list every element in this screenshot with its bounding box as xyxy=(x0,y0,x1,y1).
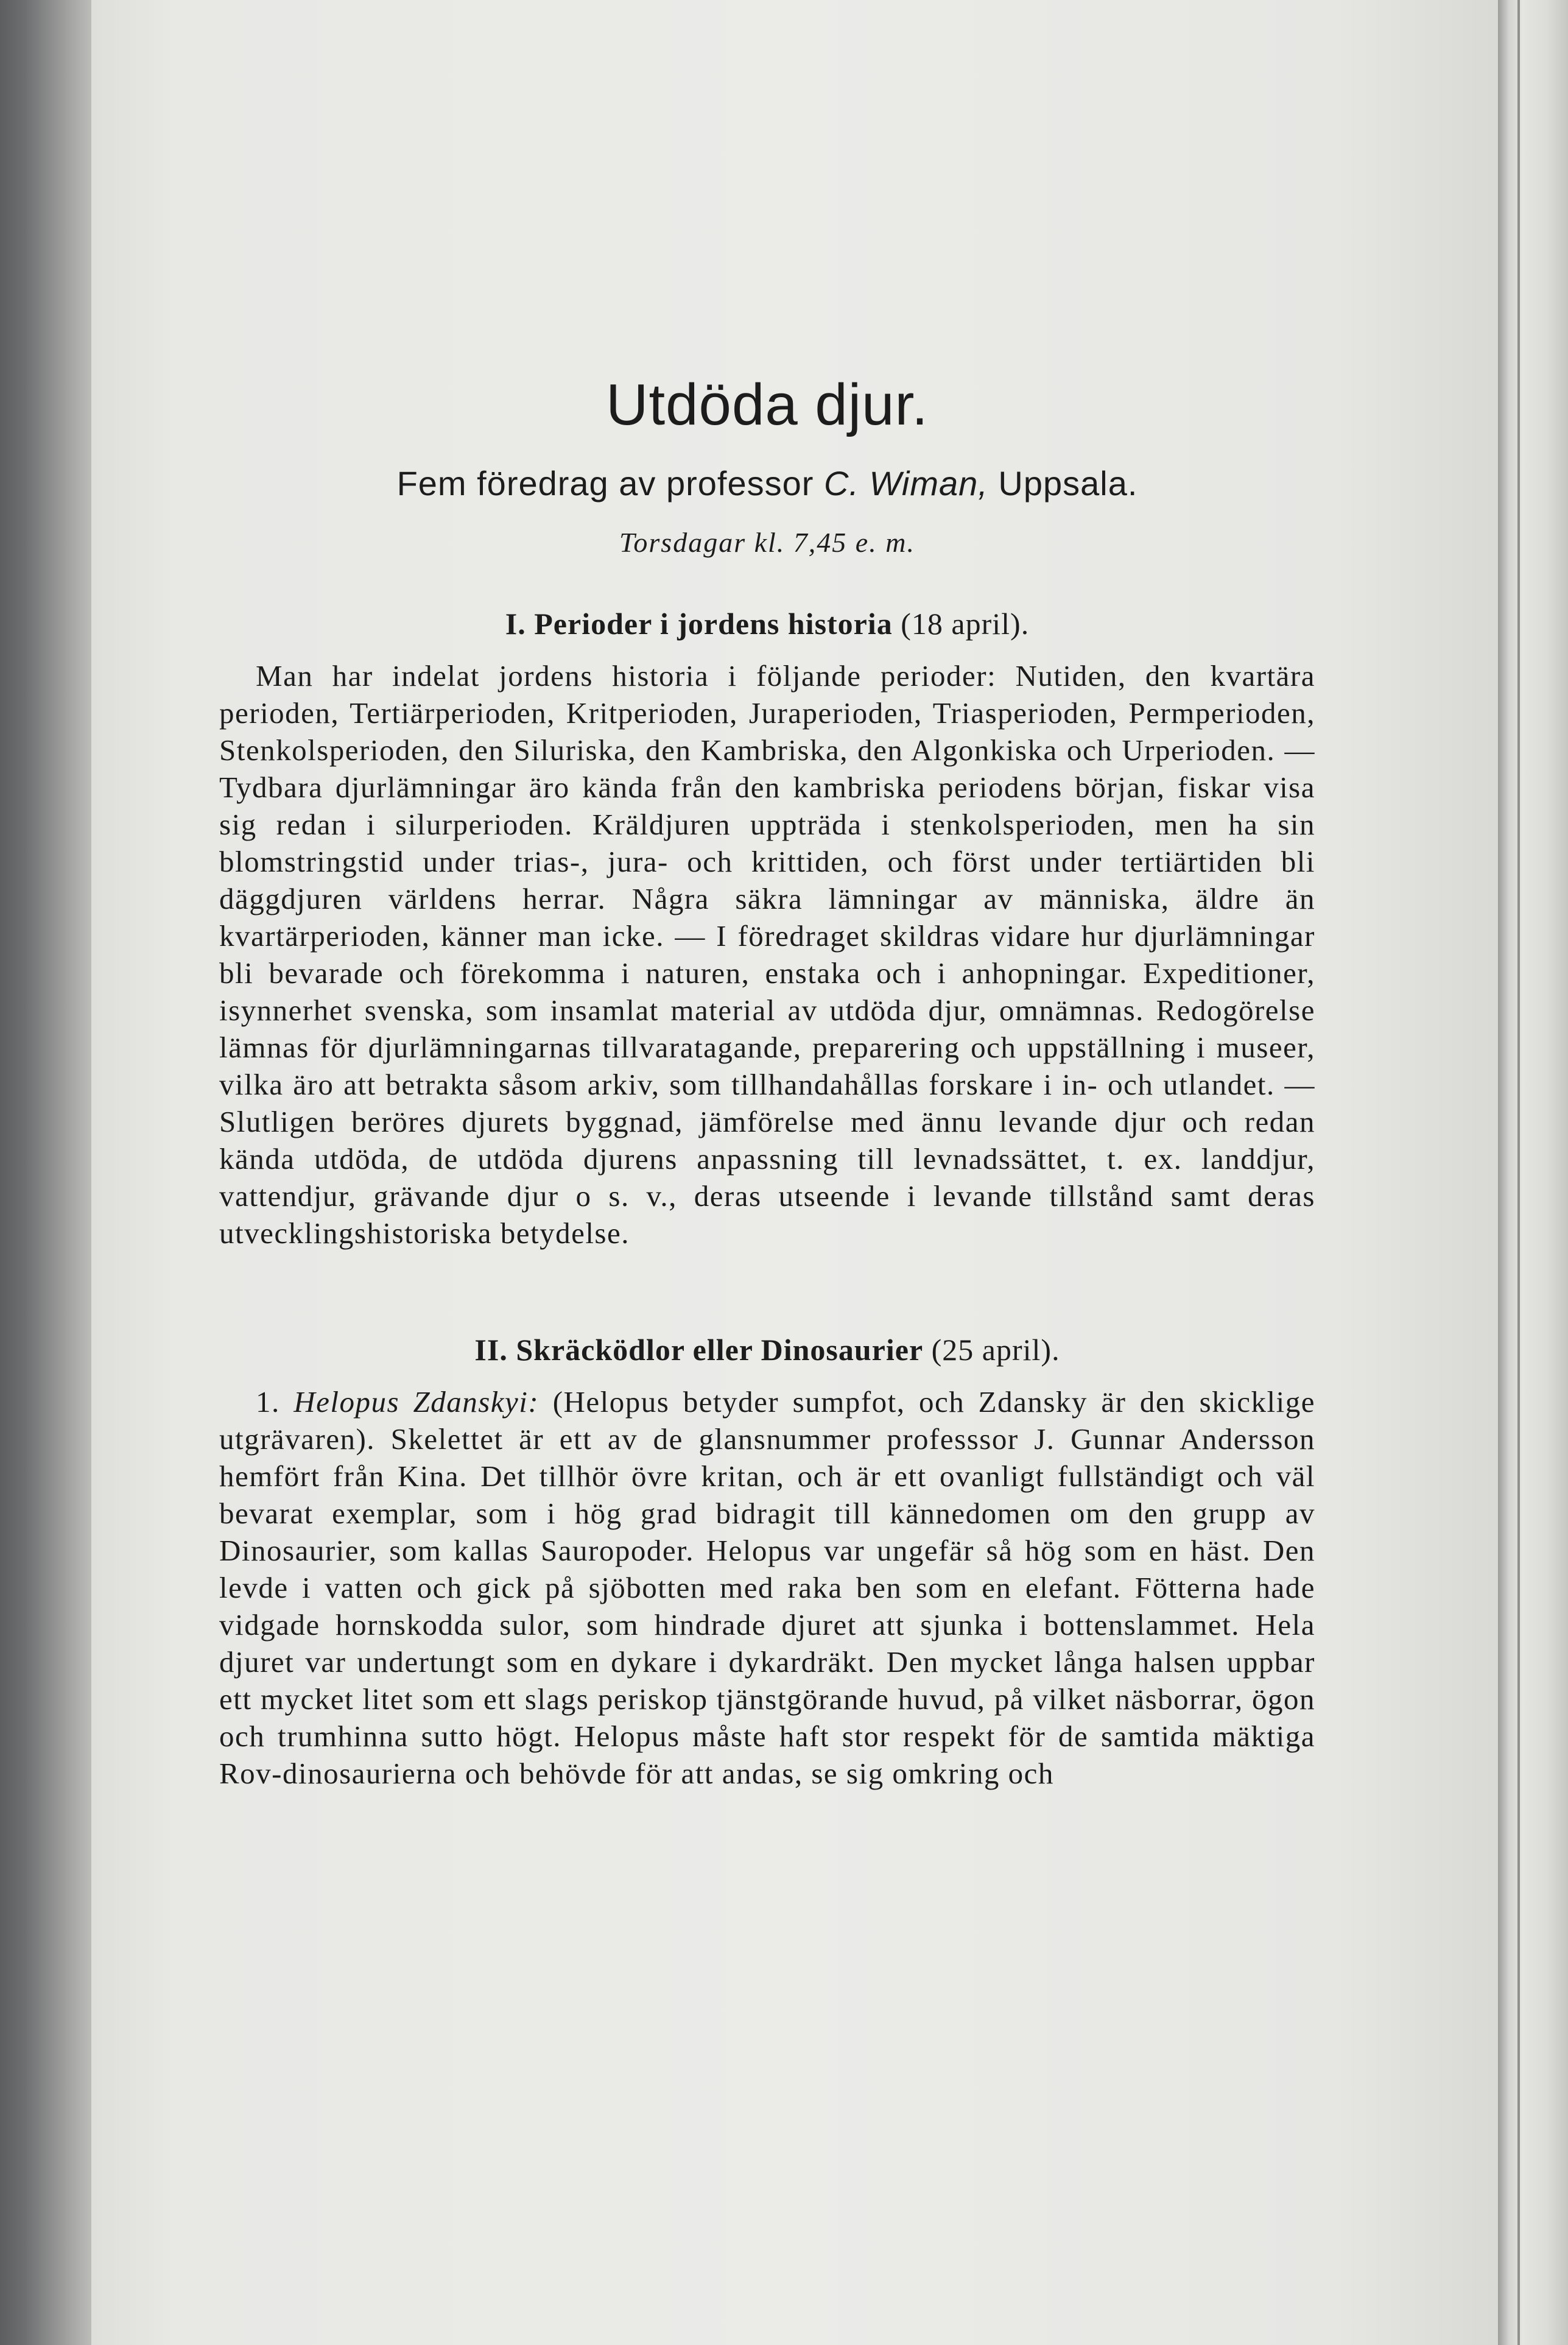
item-number: 1. xyxy=(256,1384,280,1419)
section-date: (18 april). xyxy=(901,606,1030,641)
section-number: II. xyxy=(474,1332,508,1367)
section-name: Perioder i jordens historia xyxy=(534,606,893,641)
taxon-name: Helopus Zdanskyi: xyxy=(294,1384,540,1419)
item-text: (Helopus betyder sumpfot, och Zdansky är den skicklige utgrävaren). Skelettet är ett av de glansnummer professsor J. Gunnar Andersson hemfört från Kina. Det tillhör övre kritan, och är ett ovanligt fullständigt och väl bevarat exemplar, som i hög grad bidragit till kännedomen om den grupp av Dinosaurier, som kallas Sauropoder. Helopus var ungefär så hög som en häst. Den levde i vatten och gick på sjöbotten med raka ben som en elefant. Fötterna hade vidgade hornskodda sulor, som hindrade djuret att sjunka i bottenslammet. Hela djuret var undertungt som en dykare i dykardräkt. Den mycket långa halsen uppbar ett mycket litet som ett slags periskop tjänstgörande huvud, på vilket näsborrar, ögon och trumhinna sutto högt. Helopus måste haft stor respekt för de samtida mäktiga Rov-dinosaurierna och behövde för att andas, se sig omkring och xyxy=(219,1384,1315,1790)
subtitle-author: C. Wiman, xyxy=(823,464,988,503)
section-heading-2 xyxy=(219,1332,1315,1367)
section-1-body: Man har indelat jordens historia i följande perioder: Nutiden, den kvartära perioden, Tertiärperioden, Kritperioden, Juraperioden, Triasperioden, Permperioden, Stenkolsperioden, den Siluriska, den Kambriska, den Algonkiska och Urperioden. — Tydbara djurlämningar äro kända från den kambriska periodens början, fiskar visa sig redan i silurperioden. Kräldjuren uppträda i stenkolsperioden, men ha sin blomstringstid under trias-, jura- och krittiden, och först under tertiärtiden bli däggdjuren världens herrar. Några säkra lämningar av människa, äldre än kvartärperioden, känner man icke. — I föredraget skildras vidare hur djurlämningar bli bevarade och förekomma i naturen, enstaka och i anhopningar. Expeditioner, isynnerhet svenska, som insamlat material av utdöda djur, omnämnas. Redogörelse lämnas för djurlämningarnas tillvaratagande, preparering och uppställning i museer, vilka äro att betrakta såsom arkiv, som tillhandahållas forskare i in- och utlandet. — Slutligen beröres djurets byggnad, jämförelse med ännu levande djur och redan kända utdöda, de utdöda djurens anpassning till levnadssättet, t. ex. landdjur, vattendjur, grävande djur o s. v., deras utseende i levande tillstånd samt deras utvecklingshistoriska betydelse. xyxy=(219,658,1315,1250)
book-gutter xyxy=(1498,0,1568,2345)
section-heading-1 xyxy=(219,606,1315,641)
section-date: (25 april). xyxy=(931,1332,1060,1367)
gutter-shadow xyxy=(1517,0,1520,2345)
lecture-schedule: Torsdagar kl. 7,45 e. m. xyxy=(619,526,915,558)
subtitle-prefix: Fem föredrag av professor xyxy=(396,464,814,503)
lecture-subtitle xyxy=(219,463,1315,504)
page-title: Utdöda djur. xyxy=(606,372,929,437)
page-content xyxy=(219,372,1315,1792)
section-2-body xyxy=(219,1383,1315,1792)
subtitle-suffix: Uppsala. xyxy=(998,464,1138,503)
section-number: I. xyxy=(505,606,526,641)
section-name: Skräcködlor eller Dinosaurier xyxy=(516,1332,924,1367)
